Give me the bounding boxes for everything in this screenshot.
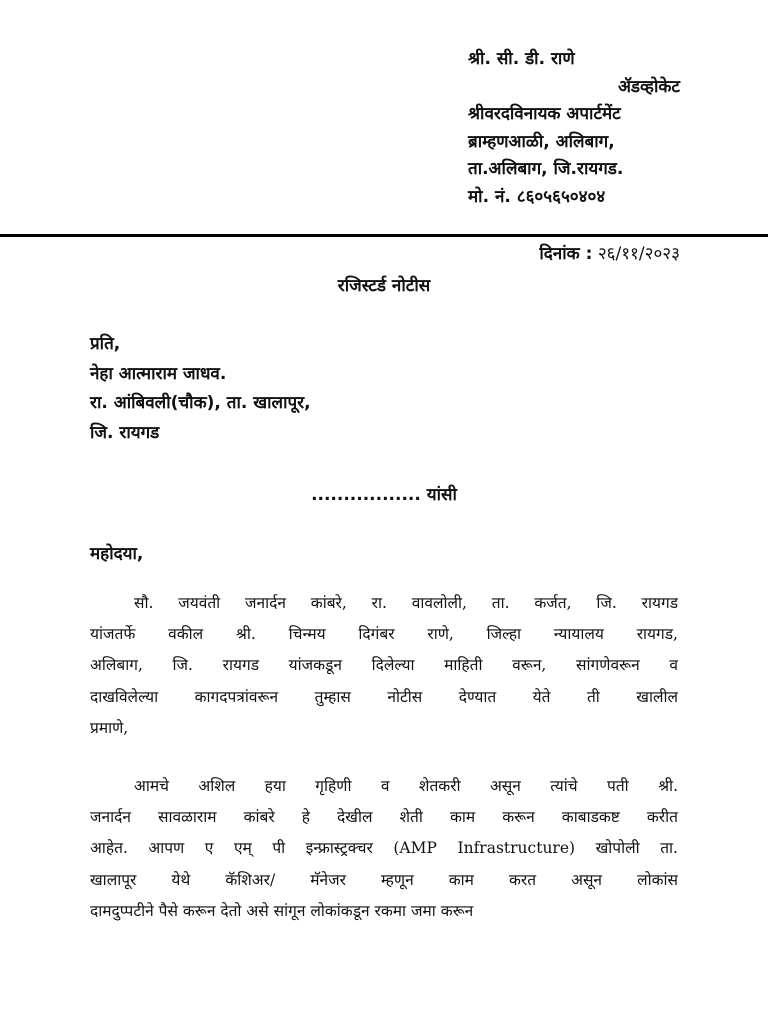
salutation: महोदया, bbox=[90, 544, 144, 564]
paragraph-line: अलिबाग, जि. रायगड यांजकडून दिलेल्या माहिती वरून, सांगणेवरून व bbox=[90, 656, 678, 675]
letterhead-address-line-3: ता.अलिबाग, जि.रायगड. bbox=[468, 159, 624, 180]
paragraph-line: प्रमाणे, bbox=[90, 718, 129, 737]
addressee-line: ................. यांसी bbox=[311, 485, 457, 505]
letterhead-address-line-2: ब्राम्हणआळी, अलिबाग, bbox=[468, 131, 615, 152]
body-paragraph-2 bbox=[90, 771, 678, 927]
paragraph-line: यांजतर्फे वकील श्री. चिन्मय दिगंबर राणे, जिल्हा न्यायालय रायगड, bbox=[90, 625, 678, 644]
recipient-block bbox=[90, 330, 650, 448]
body-paragraph-1 bbox=[90, 588, 678, 744]
paragraph-line: सौ. जयवंती जनार्दन कांबरे, रा. वावलोली, ता. कर्जत, जि. रायगड bbox=[134, 594, 678, 612]
date-value: २६/११/२०२३ bbox=[597, 244, 680, 264]
notice-subject: रजिस्टर्ड नोटीस bbox=[337, 276, 431, 296]
header-divider bbox=[0, 234, 768, 237]
date-label: दिनांक : bbox=[539, 244, 593, 264]
recipient-name: नेहा आत्माराम जाधव. bbox=[90, 363, 227, 384]
advocate-designation: ॲडव्होकेट bbox=[617, 76, 680, 97]
recipient-to: प्रति, bbox=[90, 334, 121, 354]
paragraph-line: खालापूर येथे कॅशिअर/ मॅनेजर म्हणून काम करत असून लोकांस bbox=[90, 870, 678, 889]
letterhead-phone: मो. नं. ८६०५६५०४०४ bbox=[468, 186, 606, 207]
paragraph-line: आमचे अशिल हया गृहिणी व शेतकरी असून त्यांचे पती श्री. bbox=[134, 777, 678, 795]
letterhead-address-line-1: श्रीवरदविनायक अपार्टमेंट bbox=[468, 104, 621, 125]
letterhead bbox=[468, 46, 680, 212]
date-line bbox=[440, 241, 680, 264]
paragraph-line: दामदुप्पटीने पैसे करून देतो असे सांगून लोकांकडून रकमा जमा करून bbox=[90, 901, 474, 920]
advocate-name: श्री. सी. डी. राणे bbox=[468, 49, 575, 69]
recipient-address-line-1: रा. आंबिवली(चौक), ता. खालापूर, bbox=[90, 393, 311, 413]
recipient-address-line-2: जि. रायगड bbox=[90, 422, 160, 443]
paragraph-line: दाखविलेल्या कागदपत्रांवरून तुम्हास नोटीस देण्यात येते ती खालील bbox=[90, 687, 678, 706]
paragraph-line: आहेत. आपण ए एम् पी इन्फ्रास्ट्रक्चर (AMP Infrastructure) खोपोली ता. bbox=[90, 839, 678, 858]
paragraph-line: जनार्दन सावळाराम कांबरे हे देखील शेती काम करून काबाडकष्ट करीत bbox=[90, 808, 678, 827]
